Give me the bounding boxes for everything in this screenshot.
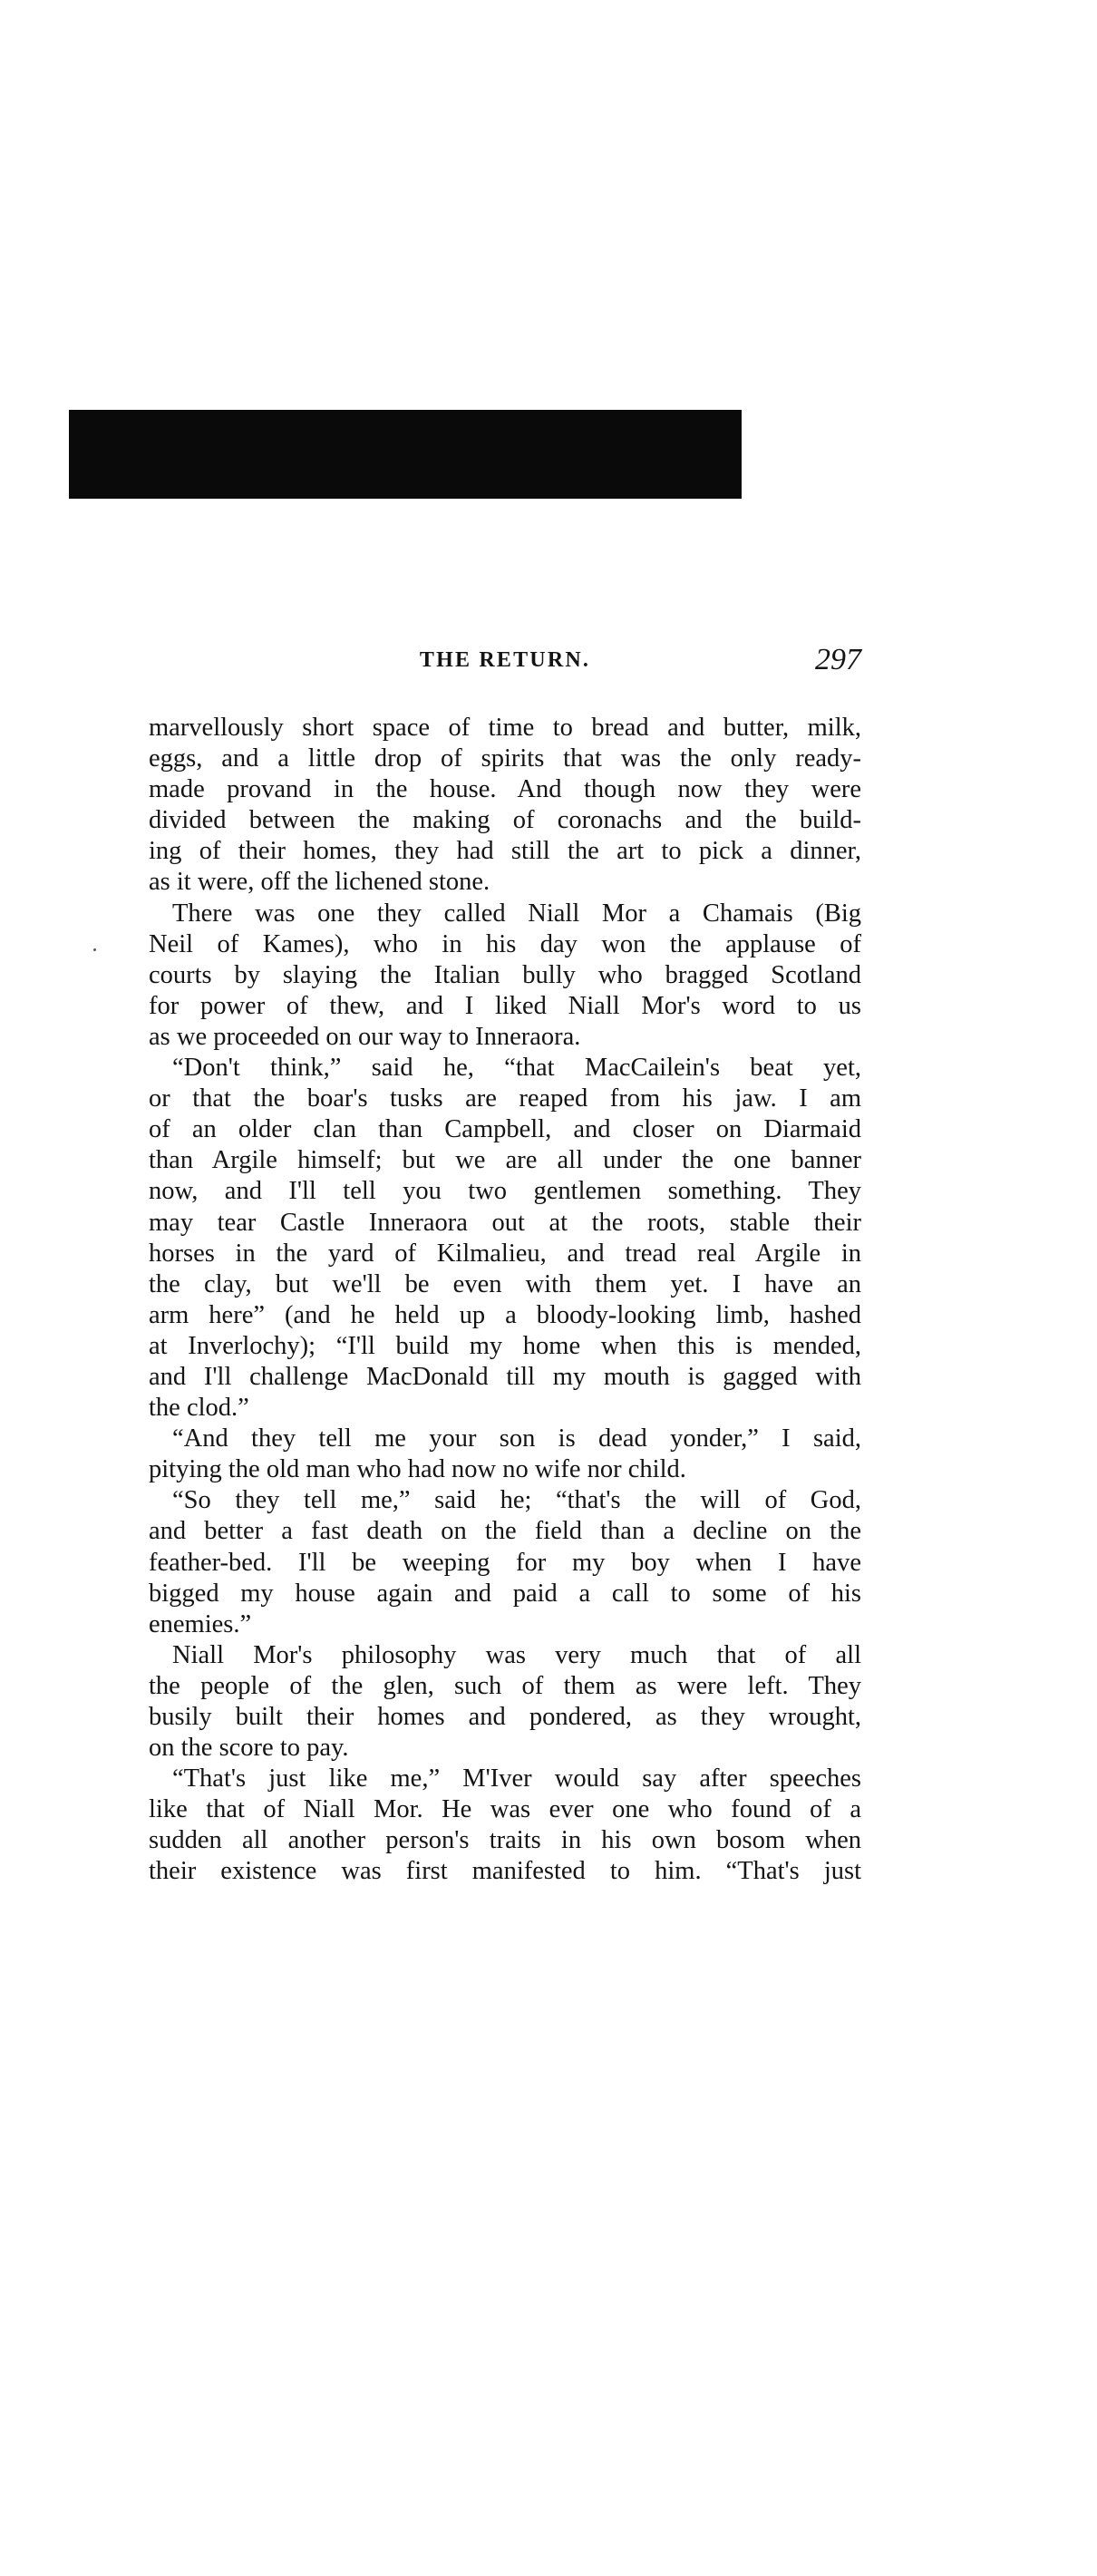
text-line: as it were, off the lichened stone. [149, 868, 490, 897]
running-title: THE RETURN. [419, 648, 591, 672]
text-line: may tear Castle Inneraora out at the roots, stable their [149, 1208, 861, 1237]
text-line: as we proceeded on our way to Inneraora. [149, 1022, 581, 1051]
text-line: “Don't think,” said he, “that MacCailein's beat yet, [172, 1054, 861, 1083]
text-line: There was one they called Niall Mor a Chamais (Big [172, 899, 861, 928]
text-line: eggs, and a little drop of spirits that was the only ready- [149, 744, 861, 773]
text-line: feather-bed. I'll be weeping for my boy when I have [149, 1548, 861, 1577]
text-line: enemies.” [149, 1609, 252, 1638]
text-line: sudden all another person's traits in his own bosom when [149, 1826, 861, 1855]
text-line: of an older clan than Campbell, and closer on Diarmaid [149, 1115, 861, 1144]
margin-speck [93, 948, 96, 951]
text-line: bigged my house again and paid a call to some of his [149, 1579, 861, 1608]
text-line: “So they tell me,” said he; “that's the will of God, [172, 1486, 861, 1515]
text-line: horses in the yard of Kilmalieu, and tread real Argile in [149, 1239, 861, 1268]
text-line: and I'll challenge MacDonald till my mouth is gagged with [149, 1362, 861, 1391]
text-line: like that of Niall Mor. He was ever one who found of a [149, 1795, 861, 1824]
text-line: made provand in the house. And though now they were [149, 775, 861, 804]
text-line: the clod.” [149, 1394, 249, 1423]
text-line: on the score to pay. [149, 1734, 349, 1763]
text-line: divided between the making of coronachs and the build- [149, 806, 861, 835]
text-line: “And they tell me your son is dead yonder,” I said, [172, 1424, 861, 1453]
redaction-bar [69, 410, 742, 499]
text-line: marvellously short space of time to bread and butter, milk, [149, 714, 861, 742]
text-line: the clay, but we'll be even with them yet. I have an [149, 1269, 861, 1298]
body-text [149, 713, 861, 1888]
text-line: the people of the glen, such of them as were left. They [149, 1671, 861, 1700]
text-line: courts by slaying the Italian bully who bragged Scotland [149, 960, 861, 989]
text-line: ing of their homes, they had still the art to pick a dinner, [149, 837, 861, 866]
page-number: 297 [815, 643, 861, 676]
text-line: “That's just like me,” M'Iver would say after speeches [172, 1764, 861, 1793]
text-line: their existence was first manifested to him. “That's just [149, 1857, 861, 1886]
page-header [149, 643, 861, 683]
text-line: for power of thew, and I liked Niall Mor's word to us [149, 991, 861, 1020]
text-line: or that the boar's tusks are reaped from his jaw. I am [149, 1084, 861, 1113]
text-line: pitying the old man who had now no wife nor child. [149, 1455, 686, 1484]
text-line: Niall Mor's philosophy was very much that of all [172, 1640, 861, 1669]
text-line: Neil of Kames), who in his day won the applause of [149, 929, 861, 958]
text-line: arm here” (and he held up a bloody-looking limb, hashed [149, 1300, 861, 1329]
text-line: than Argile himself; but we are all under the one banner [149, 1146, 861, 1175]
text-line: now, and I'll tell you two gentlemen something. They [149, 1177, 861, 1206]
text-line: and better a fast death on the field than a decline on the [149, 1517, 861, 1546]
text-line: at Inverlochy); “I'll build my home when this is mended, [149, 1331, 861, 1360]
text-line: busily built their homes and pondered, as they wrought, [149, 1703, 861, 1731]
